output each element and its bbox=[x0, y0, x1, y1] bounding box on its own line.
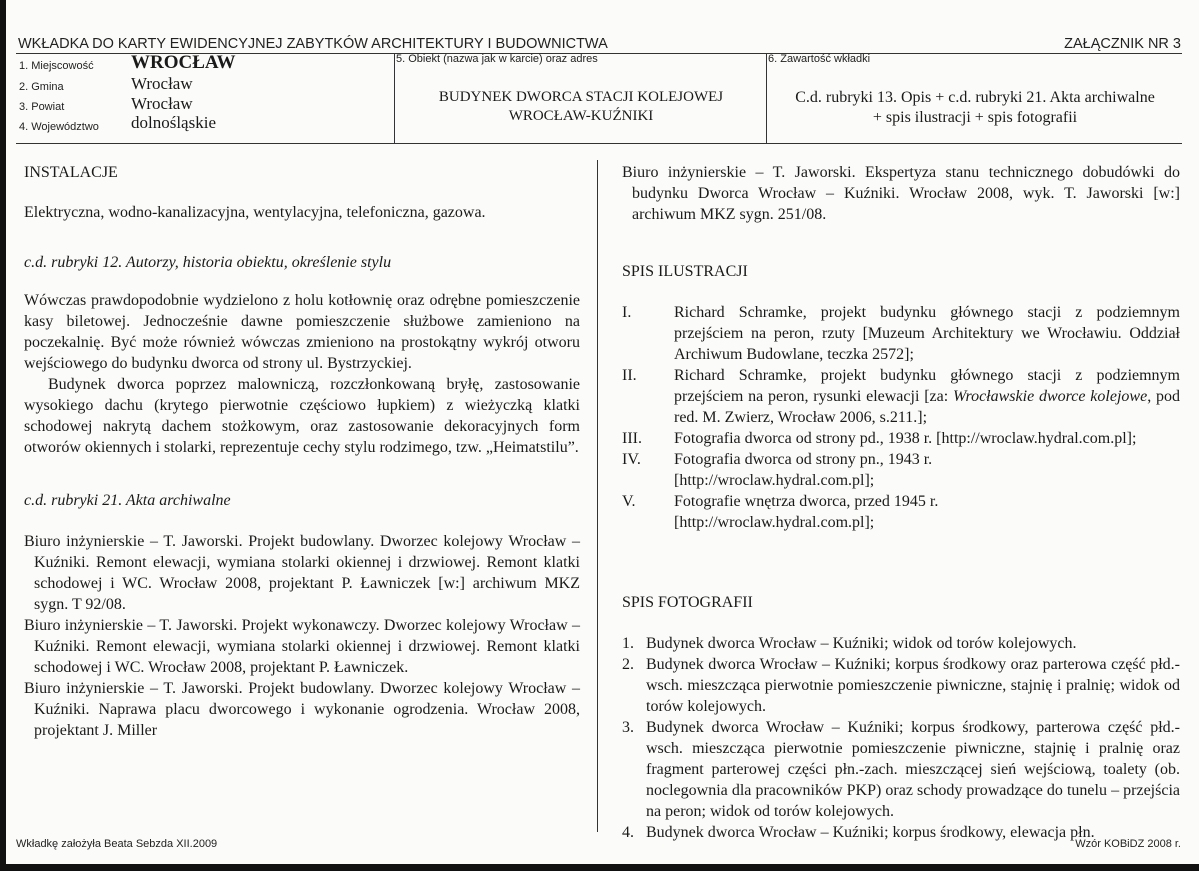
object-label: 5. Obiekt (nazwa jak w karcie) oraz adres bbox=[396, 53, 598, 65]
archive-item: Biuro inżynierskie – T. Jaworski. Projekt budowlany. Dworzec kolejowy Wrocław – Kuźniki. Remont elewacji, wymiana stolarki okiennej i drzwiowej. Remont klatki schodowej i WC. Wrocław 2008, projektant P. Ławniczek [w:] archiwum MKZ sygn. T 92/08. bbox=[24, 533, 580, 613]
annex-number: ZAŁĄCZNIK NR 3 bbox=[1064, 36, 1181, 52]
item-number: II. bbox=[622, 367, 637, 384]
document-sheet bbox=[6, 0, 1199, 864]
item-number: 1. bbox=[622, 635, 634, 652]
object-name bbox=[396, 88, 766, 126]
field-value: Wrocław bbox=[131, 74, 193, 93]
list-item bbox=[622, 428, 1180, 449]
item-text: Fotografia dworca od strony pd., 1938 r. [http://wroclaw.hydral.com.pl]; bbox=[674, 430, 1137, 447]
field-value: Wrocław bbox=[131, 94, 193, 113]
list-item bbox=[622, 302, 1180, 365]
contents-line: C.d. rubryki 13. Opis + c.d. rubryki 21. Akta archiwalne bbox=[795, 89, 1155, 106]
history-paragraph: Wówczas prawdopodobnie wydzielono z holu kotłownię oraz odrębne pomieszczenie kasy biletowej. Jednocześnie dawne pomieszczenie służbowe zamieniono na poczekalnię. Być może również wówczas zmieniono na prostokątny wykrój otworu wejściowego do budynku dworca od strony ul. Bystrzyckiej. bbox=[24, 292, 580, 372]
archive-list bbox=[24, 531, 580, 741]
item-number: III. bbox=[622, 430, 642, 447]
item-text: Fotografia dworca od strony pn., 1943 r. [http://wroclaw.hydral.com.pl]; bbox=[674, 451, 933, 489]
item-text: Budynek dworca Wrocław – Kuźniki; widok od torów kolejowych. bbox=[646, 635, 1077, 652]
list-item bbox=[622, 491, 1180, 533]
item-number: IV. bbox=[622, 451, 641, 468]
archive-item: Biuro inżynierskie – T. Jaworski. Projekt wykonawczy. Dworzec kolejowy Wrocław – Kuźniki. Remont elewacji, wymiana stolarki okiennej i drzwiowej. Remont klatki schodowej i WC. Wrocław 2008, projektant P. Ławniczek. bbox=[24, 617, 580, 676]
list-item bbox=[622, 633, 1180, 654]
object-address-line: WROCŁAW-KUŹNIKI bbox=[508, 108, 654, 124]
archive-heading: c.d. rubryki 21. Akta archiwalne bbox=[24, 492, 231, 509]
left-column bbox=[24, 162, 580, 741]
list-item bbox=[622, 654, 1180, 717]
item-text: Richard Schramke, projekt budynku głównego stacji z podziemnym przejściem na peron, rzuty [Muzeum Architektury we Wrocławiu. Oddział Archiwum Budowlane, teczka 2572]; bbox=[674, 304, 1180, 363]
list-item bbox=[622, 449, 1180, 491]
item-number: 2. bbox=[622, 656, 634, 673]
field-label: 2. Gmina bbox=[19, 81, 64, 93]
history-heading: c.d. rubryki 12. Autorzy, historia obiektu, określenie stylu bbox=[24, 254, 392, 271]
photos-list bbox=[622, 633, 1180, 843]
field-label: 4. Województwo bbox=[19, 121, 99, 133]
list-item bbox=[622, 717, 1180, 822]
document-title: WKŁADKA DO KARTY EWIDENCYJNEJ ZABYTKÓW ARCHITEKTURY I BUDOWNICTWA bbox=[18, 36, 608, 52]
item-number: 4. bbox=[622, 824, 634, 841]
item-text-part: , pod red. M. Zwierz, Wrocław 2006, s.211.]; bbox=[674, 388, 1181, 426]
installations-heading: INSTALACJE bbox=[24, 164, 118, 181]
list-item bbox=[622, 365, 1180, 428]
illustrations-heading: SPIS ILUSTRACJI bbox=[622, 263, 748, 280]
contents-line: + spis ilustracji + spis fotografii bbox=[872, 109, 1078, 126]
item-title: Wrocławskie dworce kolejowe bbox=[953, 388, 1148, 405]
archive-item: Biuro inżynierskie – T. Jaworski. Ekspertyza stanu technicznego dobudówki do budynku Dworca Wrocław – Kuźniki. Wrocław 2008, wyk. T. Jaworski [w:] archiwum MKZ sygn. 251/08. bbox=[622, 164, 1180, 223]
field-value: dolnośląskie bbox=[131, 113, 216, 132]
author-note: Wkładkę założyła Beata Sebzda XII.2009 bbox=[16, 838, 218, 850]
archive-item: Biuro inżynierskie – T. Jaworski. Projekt budowlany. Dworzec kolejowy Wrocław – Kuźniki. Naprawa placu dworcowego i wykonanie ogrodzenia. Wrocław 2008, projektant J. Miller bbox=[24, 680, 580, 739]
installations-text: Elektryczna, wodno-kanalizacyjna, wentylacyjna, telefoniczna, gazowa. bbox=[24, 204, 486, 221]
item-number: I. bbox=[622, 304, 632, 321]
item-text: Budynek dworca Wrocław – Kuźniki; korpus środkowy oraz parterowa część płd.-wsch. mieszcząca pierwotnie pomieszczenie piwniczne, stajnię i pralnię; widok od torów kolejowych. bbox=[646, 656, 1180, 715]
illustrations-list bbox=[622, 302, 1180, 533]
field-label: 1. Miejscowość bbox=[19, 60, 94, 72]
item-number: 3. bbox=[622, 719, 634, 736]
item-text bbox=[674, 365, 1180, 428]
item-text: Budynek dworca Wrocław – Kuźniki; korpus środkowy, elewacja płn. bbox=[646, 824, 1095, 841]
contents-label: 6. Zawartość wkładki bbox=[768, 53, 871, 65]
item-text: Fotografie wnętrza dworca, przed 1945 r. [http://wroclaw.hydral.com.pl]; bbox=[674, 493, 939, 531]
item-number: V. bbox=[622, 493, 636, 510]
right-column bbox=[622, 162, 1180, 843]
contents-description bbox=[768, 88, 1182, 128]
field-label: 3. Powiat bbox=[19, 101, 65, 113]
item-text: Budynek dworca Wrocław – Kuźniki; korpus środkowy, parterowa część płd.-wsch. mieszcząca pierwotnie pomieszczenie piwniczne, stajnię i pralnię oraz fragment parterowej części płn.-zach. mieszczącej sień wejściową, toalety (ob. noclegownia dla pracowników PKP) oraz schody prowadzące do tunelu – przejścia na peron; widok od torów kolejowych. bbox=[646, 719, 1180, 820]
template-note: Wzór KOBiDZ 2008 r. bbox=[1075, 838, 1181, 850]
history-paragraph: Budynek dworca poprzez malowniczą, rozczłonkowaną bryłę, zastosowanie wysokiego dachu (krytego pierwotnie częściowo łupkiem) z wieżyczką klatki schodowej nakrytą dachem stożkowym, oraz zastosowanie dekoracyjnych form otworów okiennych i stolarki, reprezentuje cechy stylu rodzimego, tzw. „Heimatstilu”. bbox=[24, 376, 580, 456]
photos-heading: SPIS FOTOGRAFII bbox=[622, 594, 753, 611]
object-name-line: BUDYNEK DWORCA STACJI KOLEJOWEJ bbox=[438, 89, 724, 105]
item-text-part: Richard Schramke, projekt budynku głównego stacji z podziemnym przejściem na peron, rysunki elewacji [za: bbox=[674, 367, 1180, 405]
field-value: WROCŁAW bbox=[131, 52, 236, 73]
